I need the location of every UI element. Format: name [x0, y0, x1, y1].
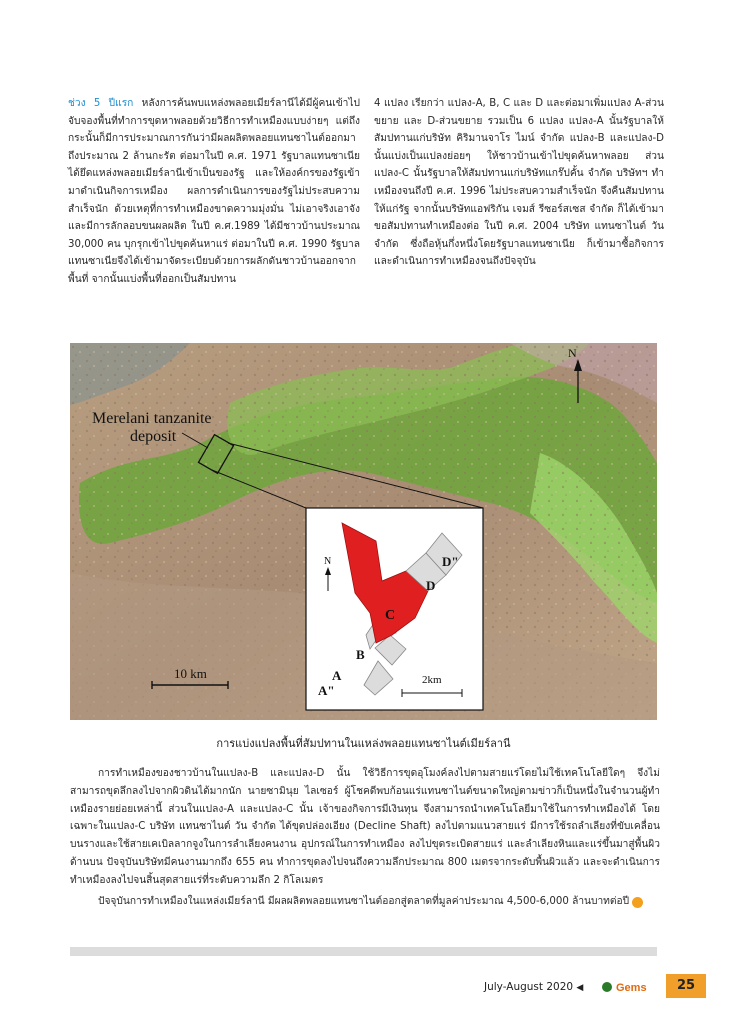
body-text: [70, 765, 667, 910]
logo-gem-icon: [602, 982, 612, 992]
page-number: 25: [666, 974, 706, 998]
footer-arrow-icon: ◀: [576, 983, 584, 993]
block-label-d2: D": [442, 554, 459, 569]
body-paragraph-2-text: ปัจจุบันการทำเหมืองในแหล่งเมียร์ลานี มีผลผลิตพลอยแทนซาไนต์ออกสู่ตลาดที่มูลค่าประมาณ 4,500-6,000 ล้านบาทต่อปี: [98, 895, 630, 907]
scale-label: 10 km: [174, 666, 207, 681]
body-paragraph-2: [70, 893, 667, 911]
footer-rule: [70, 947, 657, 956]
satellite-map-figure: [70, 343, 657, 720]
block-label-a2: A": [318, 683, 335, 698]
logo-text: Gems: [616, 982, 647, 994]
body-paragraph-1: การทำเหมืองของชาวบ้านในแปลง-B และแปลง-D นั้น ใช้วิธีการขุดอุโมงค์ลงไปตามสายแร่โดยไม่ใช้เทคโนโลยีใดๆ จึงไม่สามารถขุดลึกลงไปจากผิวดินได้มากนัก นายซามินุย ไลเซอร์ ผู้โชคดีพบก้อนแร่แทนซาไนต์ขนาดใหญ่ตามข่าวก็เป็นหนึ่งในจำนวนผู้ทำเหมืองรายย่อยเหล่านี้ ส่วนในแปลง-A และแปลง-C นั้น เจ้าของกิจการมีเงินทุน จึงสามารถนำเทคโนโลยีมาใช้ในการทำเหมืองได้ โดยเฉพาะในแปลง-C บริษัท แทนซาไนต์ วัน จำกัด ได้ขุดปล่องเอียง (Decline Shaft) ลงไปตามแนวสายแร่ มีการใช้รถลำเลียงที่ขับเคลื่อนบนรางและใช้สายเคเบิลลากจูงในการลำเลียงคนงาน อุปกรณ์ในการทำเหมือง ลงไปขุดระเบิดสายแร่ และลำเลียงหินและแร่ขึ้นมาสู่พื้นผิวด้านบน ปัจจุบันบริษัทมีคนงานมากถึง 655 คน ทำการขุดลงไปจนถึงความลึกประมาณ 800 เมตรจากระดับพื้นผิวแล้ว และจะดำเนินการทำเหมืองลงไปจนสิ้นสุดสายแร่ที่ระดับความลึก 2 กิโลเมตร: [70, 768, 660, 886]
end-mark-icon: ➋: [632, 897, 643, 908]
inset-map: [306, 508, 483, 710]
block-label-b: B: [356, 647, 365, 662]
deposit-label-line2: deposit: [130, 428, 177, 445]
block-label-d: D: [426, 578, 436, 593]
inset-scale-label: 2km: [422, 674, 442, 686]
magazine-logo: [600, 976, 664, 998]
block-label-c: C: [385, 608, 396, 623]
block-label-a: A: [332, 668, 342, 683]
left-paragraph: [68, 95, 360, 289]
footer-date: [484, 976, 604, 998]
north-label: N: [568, 346, 577, 360]
left-paragraph-text: หลังการค้นพบแหล่งพลอยเมียร์ลานีได้มีผู้คนเข้าไปจับจองพื้นที่ทำการขุดหาพลอยด้วยวิธีการทำเหมืองแบบง่ายๆ แต่ถึงกระนั้นก็มีการประมาณการกันว่ามีผลผลิตพลอยแทนซาไนต์ออกมาถึงประมาณ 2 ล้านกะรัต ต่อมาในปี ค.ศ. 1971 รัฐบาลแทนซาเนียได้ยึดแหล่งพลอยเมียร์ลานีเข้าเป็นของรัฐ และให้องค์กรของรัฐเข้ามาดำเนินกิจการเหมือง ผลการดำเนินการของรัฐไม่ประสบความสำเร็จนัก ด้วยเหตุที่การทำเหมืองขาดความมุ่งมั่น ไม่เอาจริงเอาจังและมีการลักลอบขนผลผลิต ในปี ค.ศ.1989 ได้มีชาวบ้านประมาณ 30,000 คน บุกรุกเข้าไปขุดค้นหาแร่ ต่อมาในปี ค.ศ. 1990 รัฐบาลแทนซาเนียจึงได้เข้ามาจัดระเบียบด้วยการผลักดันชาวบ้านออกจากพื้นที่ จากนั้นแบ่งพื้นที่ออกเป็นสัมปทาน: [68, 98, 360, 285]
section-lead: ช่วง 5 ปีแรก: [68, 98, 134, 109]
inset-north-label: N: [324, 556, 332, 567]
right-column: [374, 95, 664, 271]
figure-caption: การแบ่งแปลงพื้นที่สัมปทานในแหล่งพลอยแทนซาไนต์เมียร์ลานี: [216, 737, 511, 750]
right-paragraph: 4 แปลง เรียกว่า แปลง-A, B, C และ D และต่อมาเพิ่มแปลง A-ส่วนขยาย และ D-ส่วนขยาย รวมเป็น 6 แปลง แปลง-A นั้นรัฐบาลให้สัมปทานแก่บริษัท คิริมานจาโร ไมน์ จำกัด แปลง-B และแปลง-D นั้นแบ่งเป็นแปลงย่อยๆ ให้ชาวบ้านเข้าไปขุดค้นหาพลอย ส่วนแปลง-C นั้นรัฐบาลให้สัมปทานแก่บริษัทแกร๊ปคั้น จำกัด บริษัทฯ ทำเหมืองจนถึงปี ค.ศ. 1996 ไม่ประสบความสำเร็จนัก จึงคืนสัมปทานให้แก่รัฐ จากนั้นบริษัทแอฟริกัน เจมส์ รีซอร์สเซส จำกัด ก็ได้เข้ามาขอสัมปทานทำเหมืองต่อ ในปี ค.ศ. 2004 บริษัท แทนซาไนต์ วัน จำกัด ซึ่งถือหุ้นกึ่งหนึ่งโดยรัฐบาลแทนซาเนีย ก็เข้ามาซื้อกิจการและดำเนินการทำเหมืองจนถึงปัจจุบัน: [374, 98, 664, 268]
footer-date-text: July-August 2020: [484, 981, 574, 993]
magazine-logo-graphic: [600, 976, 664, 998]
left-column: [68, 95, 360, 289]
deposit-label-line1: Merelani tanzanite: [92, 410, 212, 427]
satellite-map: [70, 343, 657, 720]
